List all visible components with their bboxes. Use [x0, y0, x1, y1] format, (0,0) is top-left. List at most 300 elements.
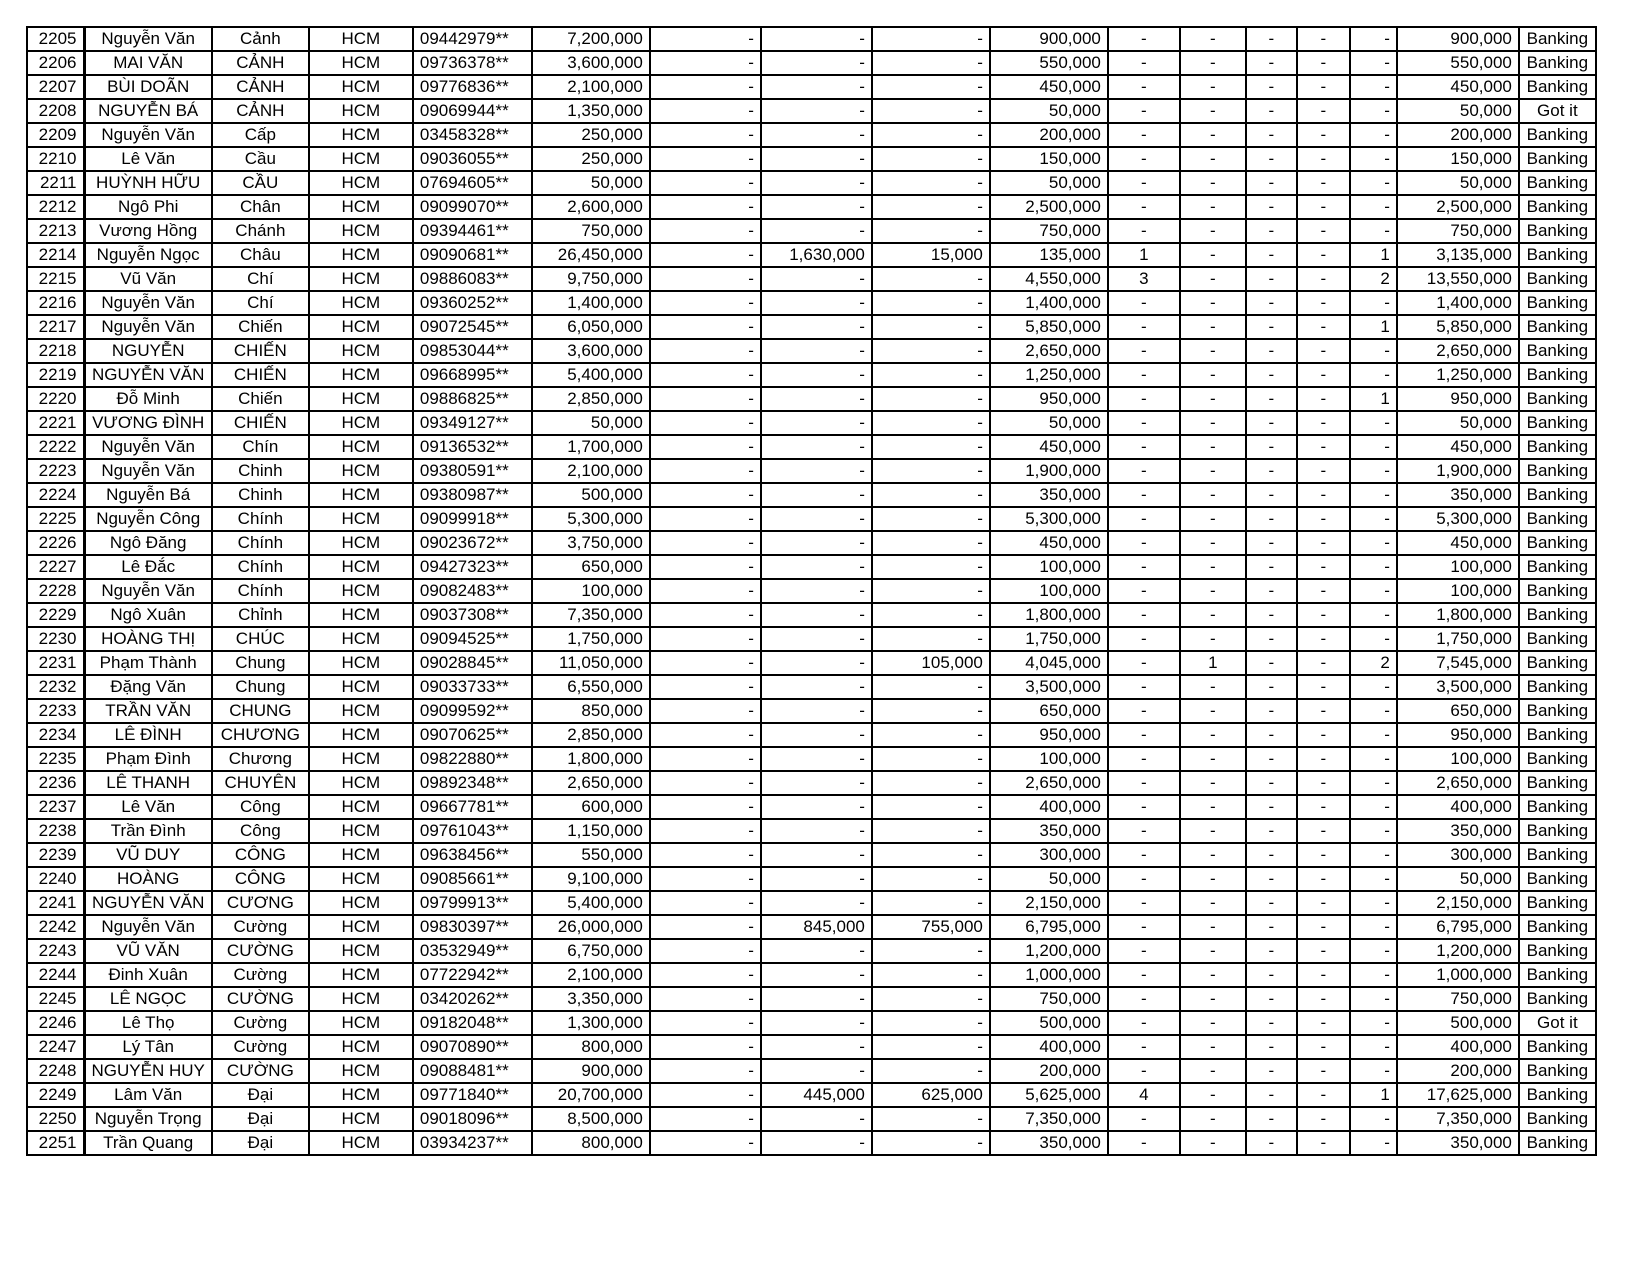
paid-amount-cell: 650,000 — [990, 699, 1108, 723]
row-number: 2226 — [27, 531, 84, 555]
phone-cell: 09037308** — [413, 603, 532, 627]
count3-cell: - — [1246, 243, 1297, 267]
payment-method-cell: Banking — [1519, 315, 1596, 339]
total-amount-cell: 100,000 — [1397, 579, 1519, 603]
count4-cell: - — [1297, 99, 1350, 123]
amount-cell: 600,000 — [532, 795, 650, 819]
paid-amount-cell: 50,000 — [990, 171, 1108, 195]
paid-amount-cell: 300,000 — [990, 843, 1108, 867]
col7-cell: - — [650, 291, 761, 315]
phone-cell: 09886825** — [413, 387, 532, 411]
phone-cell: 09099918** — [413, 507, 532, 531]
paid-amount-cell: 450,000 — [990, 531, 1108, 555]
given-name-cell: HOÀNG THỊ — [84, 627, 212, 651]
count4-cell: - — [1297, 507, 1350, 531]
col9-cell: - — [872, 555, 990, 579]
paid-amount-cell: 50,000 — [990, 99, 1108, 123]
table-row — [27, 27, 1596, 51]
col9-cell: - — [872, 963, 990, 987]
amount-cell: 1,300,000 — [532, 1011, 650, 1035]
total-amount-cell: 350,000 — [1397, 819, 1519, 843]
col7-cell: - — [650, 891, 761, 915]
paid-amount-cell: 4,045,000 — [990, 651, 1108, 675]
amount-cell: 2,850,000 — [532, 387, 650, 411]
count4-cell: - — [1297, 243, 1350, 267]
name-cell: Chính — [212, 531, 309, 555]
given-name-cell: Trần Đình — [84, 819, 212, 843]
payment-method-cell: Banking — [1519, 867, 1596, 891]
total-amount-cell: 750,000 — [1397, 219, 1519, 243]
total-amount-cell: 2,650,000 — [1397, 339, 1519, 363]
phone-cell: 03458328** — [413, 123, 532, 147]
col8-cell: - — [761, 1035, 872, 1059]
col9-cell: - — [872, 723, 990, 747]
col9-cell: - — [872, 339, 990, 363]
paid-amount-cell: 2,150,000 — [990, 891, 1108, 915]
total-amount-cell: 1,800,000 — [1397, 603, 1519, 627]
paid-amount-cell: 1,250,000 — [990, 363, 1108, 387]
count5-cell: 1 — [1350, 315, 1397, 339]
amount-cell: 800,000 — [532, 1131, 650, 1155]
col9-cell: - — [872, 579, 990, 603]
phone-cell: 07722942** — [413, 963, 532, 987]
paid-amount-cell: 1,200,000 — [990, 939, 1108, 963]
col7-cell: - — [650, 483, 761, 507]
amount-cell: 7,200,000 — [532, 27, 650, 51]
total-amount-cell: 50,000 — [1397, 867, 1519, 891]
city-cell: HCM — [309, 819, 413, 843]
name-cell: Cường — [212, 1011, 309, 1035]
phone-cell: 09380987** — [413, 483, 532, 507]
payment-method-cell: Banking — [1519, 243, 1596, 267]
count5-cell: - — [1350, 891, 1397, 915]
col7-cell: - — [650, 459, 761, 483]
col9-cell: 15,000 — [872, 243, 990, 267]
count2-cell: - — [1180, 723, 1246, 747]
count3-cell: - — [1246, 387, 1297, 411]
count1-cell: - — [1108, 483, 1180, 507]
payment-method-cell: Banking — [1519, 603, 1596, 627]
col7-cell: - — [650, 363, 761, 387]
col8-cell: - — [761, 483, 872, 507]
table-row — [27, 963, 1596, 987]
count1-cell: - — [1108, 411, 1180, 435]
phone-cell: 09182048** — [413, 1011, 532, 1035]
payment-method-cell: Banking — [1519, 363, 1596, 387]
count3-cell: - — [1246, 795, 1297, 819]
city-cell: HCM — [309, 123, 413, 147]
paid-amount-cell: 100,000 — [990, 555, 1108, 579]
row-number: 2243 — [27, 939, 84, 963]
col7-cell: - — [650, 987, 761, 1011]
count5-cell: 1 — [1350, 387, 1397, 411]
total-amount-cell: 900,000 — [1397, 27, 1519, 51]
count1-cell: - — [1108, 1059, 1180, 1083]
count1-cell: - — [1108, 627, 1180, 651]
paid-amount-cell: 2,500,000 — [990, 195, 1108, 219]
name-cell: CHUNG — [212, 699, 309, 723]
count2-cell: - — [1180, 27, 1246, 51]
count2-cell: - — [1180, 387, 1246, 411]
col9-cell: - — [872, 387, 990, 411]
paid-amount-cell: 450,000 — [990, 435, 1108, 459]
col9-cell: - — [872, 1011, 990, 1035]
row-number: 2206 — [27, 51, 84, 75]
count5-cell: - — [1350, 555, 1397, 579]
count4-cell: - — [1297, 555, 1350, 579]
count5-cell: 2 — [1350, 651, 1397, 675]
given-name-cell: Phạm Thành — [84, 651, 212, 675]
total-amount-cell: 1,400,000 — [1397, 291, 1519, 315]
amount-cell: 9,750,000 — [532, 267, 650, 291]
amount-cell: 750,000 — [532, 219, 650, 243]
name-cell: CÔNG — [212, 867, 309, 891]
count1-cell: - — [1108, 723, 1180, 747]
count5-cell: - — [1350, 219, 1397, 243]
given-name-cell: Nguyễn Văn — [84, 435, 212, 459]
city-cell: HCM — [309, 99, 413, 123]
total-amount-cell: 350,000 — [1397, 483, 1519, 507]
col9-cell: - — [872, 99, 990, 123]
row-number: 2234 — [27, 723, 84, 747]
phone-cell: 09736378** — [413, 51, 532, 75]
count3-cell: - — [1246, 651, 1297, 675]
payment-method-cell: Banking — [1519, 75, 1596, 99]
paid-amount-cell: 350,000 — [990, 819, 1108, 843]
count1-cell: - — [1108, 651, 1180, 675]
col8-cell: - — [761, 819, 872, 843]
name-cell: Chí — [212, 291, 309, 315]
count3-cell: - — [1246, 963, 1297, 987]
count4-cell: - — [1297, 315, 1350, 339]
count4-cell: - — [1297, 603, 1350, 627]
city-cell: HCM — [309, 603, 413, 627]
row-number: 2223 — [27, 459, 84, 483]
count3-cell: - — [1246, 99, 1297, 123]
given-name-cell: Lê Thọ — [84, 1011, 212, 1035]
col8-cell: - — [761, 1131, 872, 1155]
col8-cell: - — [761, 1059, 872, 1083]
name-cell: CHIẾN — [212, 363, 309, 387]
count5-cell: - — [1350, 987, 1397, 1011]
col7-cell: - — [650, 819, 761, 843]
row-number: 2239 — [27, 843, 84, 867]
col7-cell: - — [650, 51, 761, 75]
col9-cell: - — [872, 531, 990, 555]
table-row — [27, 747, 1596, 771]
col9-cell: - — [872, 483, 990, 507]
name-cell: CƯỜNG — [212, 939, 309, 963]
count5-cell: 1 — [1350, 243, 1397, 267]
payment-method-cell: Banking — [1519, 627, 1596, 651]
row-number: 2207 — [27, 75, 84, 99]
payment-method-cell: Banking — [1519, 27, 1596, 51]
name-cell: Chinh — [212, 483, 309, 507]
count4-cell: - — [1297, 531, 1350, 555]
amount-cell: 2,100,000 — [532, 963, 650, 987]
count1-cell: - — [1108, 531, 1180, 555]
given-name-cell: HOÀNG — [84, 867, 212, 891]
col7-cell: - — [650, 675, 761, 699]
count1-cell: - — [1108, 771, 1180, 795]
total-amount-cell: 650,000 — [1397, 699, 1519, 723]
city-cell: HCM — [309, 891, 413, 915]
row-number: 2249 — [27, 1083, 84, 1107]
total-amount-cell: 1,250,000 — [1397, 363, 1519, 387]
col8-cell: - — [761, 27, 872, 51]
count1-cell: - — [1108, 219, 1180, 243]
count3-cell: - — [1246, 627, 1297, 651]
row-number: 2232 — [27, 675, 84, 699]
table-row — [27, 291, 1596, 315]
amount-cell: 550,000 — [532, 843, 650, 867]
phone-cell: 09427323** — [413, 555, 532, 579]
col7-cell: - — [650, 219, 761, 243]
count3-cell: - — [1246, 915, 1297, 939]
total-amount-cell: 100,000 — [1397, 747, 1519, 771]
col8-cell: - — [761, 939, 872, 963]
count2-cell: - — [1180, 819, 1246, 843]
col8-cell: 845,000 — [761, 915, 872, 939]
col9-cell: - — [872, 171, 990, 195]
payment-method-cell: Banking — [1519, 699, 1596, 723]
count3-cell: - — [1246, 75, 1297, 99]
col8-cell: - — [761, 1011, 872, 1035]
city-cell: HCM — [309, 291, 413, 315]
count2-cell: - — [1180, 747, 1246, 771]
phone-cell: 09070890** — [413, 1035, 532, 1059]
payment-method-cell: Banking — [1519, 339, 1596, 363]
col9-cell: - — [872, 675, 990, 699]
paid-amount-cell: 50,000 — [990, 411, 1108, 435]
total-amount-cell: 2,150,000 — [1397, 891, 1519, 915]
count3-cell: - — [1246, 507, 1297, 531]
count5-cell: - — [1350, 123, 1397, 147]
name-cell: Chinh — [212, 459, 309, 483]
name-cell: Chính — [212, 555, 309, 579]
table-row — [27, 579, 1596, 603]
phone-cell: 09349127** — [413, 411, 532, 435]
amount-cell: 2,100,000 — [532, 459, 650, 483]
col7-cell: - — [650, 339, 761, 363]
phone-cell: 09028845** — [413, 651, 532, 675]
payment-method-cell: Got it — [1519, 1011, 1596, 1035]
count5-cell: - — [1350, 675, 1397, 699]
row-number: 2212 — [27, 195, 84, 219]
paid-amount-cell: 135,000 — [990, 243, 1108, 267]
count3-cell: - — [1246, 411, 1297, 435]
count4-cell: - — [1297, 147, 1350, 171]
paid-amount-cell: 100,000 — [990, 579, 1108, 603]
paid-amount-cell: 7,350,000 — [990, 1107, 1108, 1131]
col8-cell: - — [761, 123, 872, 147]
total-amount-cell: 550,000 — [1397, 51, 1519, 75]
count3-cell: - — [1246, 459, 1297, 483]
count4-cell: - — [1297, 1011, 1350, 1035]
amount-cell: 250,000 — [532, 123, 650, 147]
count5-cell: - — [1350, 843, 1397, 867]
city-cell: HCM — [309, 747, 413, 771]
count5-cell: - — [1350, 579, 1397, 603]
phone-cell: 09892348** — [413, 771, 532, 795]
count1-cell: - — [1108, 75, 1180, 99]
count2-cell: - — [1180, 123, 1246, 147]
count4-cell: - — [1297, 27, 1350, 51]
count4-cell: - — [1297, 915, 1350, 939]
row-number: 2215 — [27, 267, 84, 291]
paid-amount-cell: 100,000 — [990, 747, 1108, 771]
count1-cell: - — [1108, 603, 1180, 627]
col9-cell: - — [872, 627, 990, 651]
given-name-cell: Trần Quang — [84, 1131, 212, 1155]
paid-amount-cell: 550,000 — [990, 51, 1108, 75]
table-row — [27, 1035, 1596, 1059]
payment-method-cell: Banking — [1519, 267, 1596, 291]
given-name-cell: Đỗ Minh — [84, 387, 212, 411]
amount-cell: 5,300,000 — [532, 507, 650, 531]
count3-cell: - — [1246, 51, 1297, 75]
city-cell: HCM — [309, 795, 413, 819]
given-name-cell: Ngô Xuân — [84, 603, 212, 627]
phone-cell: 09380591** — [413, 459, 532, 483]
amount-cell: 2,600,000 — [532, 195, 650, 219]
col7-cell: - — [650, 771, 761, 795]
phone-cell: 07694605** — [413, 171, 532, 195]
col7-cell: - — [650, 555, 761, 579]
name-cell: Chính — [212, 507, 309, 531]
count2-cell: - — [1180, 1059, 1246, 1083]
col7-cell: - — [650, 411, 761, 435]
count3-cell: - — [1246, 891, 1297, 915]
count5-cell: - — [1350, 1035, 1397, 1059]
table-row — [27, 387, 1596, 411]
col8-cell: - — [761, 267, 872, 291]
count1-cell: - — [1108, 843, 1180, 867]
count1-cell: - — [1108, 699, 1180, 723]
amount-cell: 100,000 — [532, 579, 650, 603]
name-cell: Chín — [212, 435, 309, 459]
city-cell: HCM — [309, 387, 413, 411]
table-row — [27, 627, 1596, 651]
row-number: 2216 — [27, 291, 84, 315]
col8-cell: - — [761, 99, 872, 123]
payment-method-cell: Banking — [1519, 1059, 1596, 1083]
name-cell: Đại — [212, 1131, 309, 1155]
city-cell: HCM — [309, 987, 413, 1011]
col7-cell: - — [650, 27, 761, 51]
payment-method-cell: Banking — [1519, 195, 1596, 219]
table-row — [27, 723, 1596, 747]
count3-cell: - — [1246, 843, 1297, 867]
col7-cell: - — [650, 627, 761, 651]
col8-cell: - — [761, 387, 872, 411]
col9-cell: - — [872, 75, 990, 99]
total-amount-cell: 17,625,000 — [1397, 1083, 1519, 1107]
payment-method-cell: Banking — [1519, 795, 1596, 819]
payment-method-cell: Banking — [1519, 771, 1596, 795]
phone-cell: 09853044** — [413, 339, 532, 363]
count3-cell: - — [1246, 603, 1297, 627]
count2-cell: - — [1180, 243, 1246, 267]
phone-cell: 09094525** — [413, 627, 532, 651]
row-number: 2233 — [27, 699, 84, 723]
payment-method-cell: Got it — [1519, 99, 1596, 123]
col7-cell: - — [650, 315, 761, 339]
payment-method-cell: Banking — [1519, 939, 1596, 963]
paid-amount-cell: 150,000 — [990, 147, 1108, 171]
paid-amount-cell: 1,000,000 — [990, 963, 1108, 987]
paid-amount-cell: 200,000 — [990, 1059, 1108, 1083]
count4-cell: - — [1297, 699, 1350, 723]
total-amount-cell: 7,350,000 — [1397, 1107, 1519, 1131]
count1-cell: - — [1108, 1035, 1180, 1059]
city-cell: HCM — [309, 51, 413, 75]
amount-cell: 11,050,000 — [532, 651, 650, 675]
col8-cell: - — [761, 843, 872, 867]
phone-cell: 09776836** — [413, 75, 532, 99]
count2-cell: - — [1180, 219, 1246, 243]
col7-cell: - — [650, 747, 761, 771]
table-row — [27, 675, 1596, 699]
table-row — [27, 939, 1596, 963]
name-cell: CÔNG — [212, 843, 309, 867]
row-number: 2225 — [27, 507, 84, 531]
table-row — [27, 147, 1596, 171]
phone-cell: 09018096** — [413, 1107, 532, 1131]
count5-cell: - — [1350, 819, 1397, 843]
amount-cell: 6,750,000 — [532, 939, 650, 963]
count5-cell: 2 — [1350, 267, 1397, 291]
col8-cell: - — [761, 171, 872, 195]
given-name-cell: NGUYỄN HUY — [84, 1059, 212, 1083]
count2-cell: - — [1180, 939, 1246, 963]
total-amount-cell: 200,000 — [1397, 1059, 1519, 1083]
count1-cell: - — [1108, 363, 1180, 387]
name-cell: CHUYÊN — [212, 771, 309, 795]
col8-cell: - — [761, 1107, 872, 1131]
count1-cell: - — [1108, 99, 1180, 123]
city-cell: HCM — [309, 459, 413, 483]
given-name-cell: Nguyễn Công — [84, 507, 212, 531]
city-cell: HCM — [309, 939, 413, 963]
payment-method-cell: Banking — [1519, 651, 1596, 675]
count3-cell: - — [1246, 723, 1297, 747]
table-row — [27, 1107, 1596, 1131]
count5-cell: - — [1350, 459, 1397, 483]
city-cell: HCM — [309, 507, 413, 531]
total-amount-cell: 950,000 — [1397, 723, 1519, 747]
table-row — [27, 243, 1596, 267]
col7-cell: - — [650, 1011, 761, 1035]
col8-cell: - — [761, 531, 872, 555]
amount-cell: 3,600,000 — [532, 339, 650, 363]
given-name-cell: Vương Hồng — [84, 219, 212, 243]
row-number: 2248 — [27, 1059, 84, 1083]
payment-method-cell: Banking — [1519, 435, 1596, 459]
row-number: 2229 — [27, 603, 84, 627]
col8-cell: - — [761, 195, 872, 219]
col7-cell: - — [650, 267, 761, 291]
given-name-cell: VŨ DUY — [84, 843, 212, 867]
count3-cell: - — [1246, 147, 1297, 171]
col8-cell: - — [761, 747, 872, 771]
col8-cell: - — [761, 963, 872, 987]
col9-cell: - — [872, 603, 990, 627]
col9-cell: - — [872, 1107, 990, 1131]
count5-cell: - — [1350, 747, 1397, 771]
count1-cell: - — [1108, 339, 1180, 363]
name-cell: Cấp — [212, 123, 309, 147]
